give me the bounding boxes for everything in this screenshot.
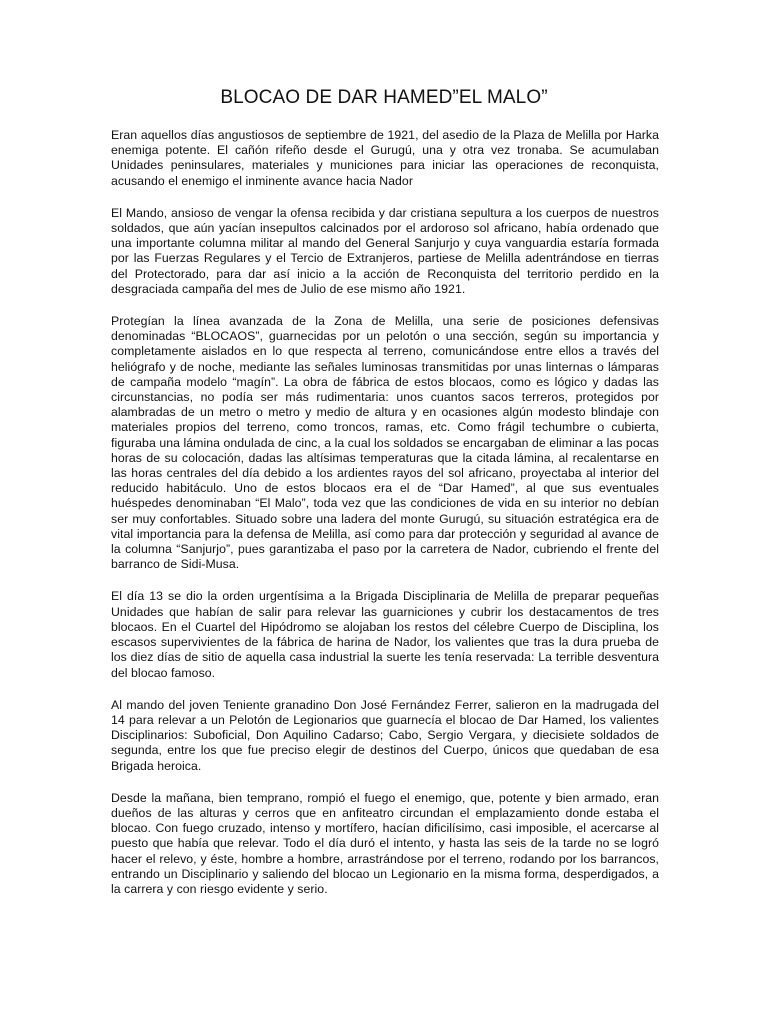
document-title: BLOCAO DE DAR HAMED”EL MALO” [220, 87, 548, 108]
paragraph-4: El día 13 se dio la orden urgentísima a la Brigada Disciplinaria de Melilla de preparar pequeñas Unidades que habían de salir para relevar las guarniciones y cubrir los destacamentos de tres blocaos. En el Cuartel del Hipódromo se alojaban los restos del célebre Cuerpo de Disciplina, los escasos supervivientes de la fábrica de harina de Nador, los valientes que tras la dura prueba de los diez días de sitio de aquella casa industrial la suerte les tenía reservada: La terrible desventura del blocao famoso. [111, 589, 659, 680]
paragraph-1: Eran aquellos días angustiosos de septiembre de 1921, del asedio de la Plaza de Melilla por Harka enemiga potente. El cañón rifeño desde el Gurugú, una y otra vez tronaba. Se acumulaban Unidades peninsulares, materiales y municiones para iniciar las operaciones de reconquista, acusando el enemigo el inminente avance hacia Nador [111, 128, 659, 188]
paragraph-2: El Mando, ansioso de vengar la ofensa recibida y dar cristiana sepultura a los cuerpos de nuestros soldados, que aún yacían insepultos calcinados por el ardoroso sol africano, había ordenado que una importante columna militar al mando del General Sanjurjo y cuya vanguardia estaría formada por las Fuerzas Regulares y el Tercio de Extranjeros, partiese de Melilla adentrándose en tierras del Protectorado, para dar así inicio a la acción de Reconquista del territorio perdido en la desgraciada campaña del mes de Julio de ese mismo año 1921. [111, 205, 659, 296]
paragraph-3: Protegían la línea avanzada de la Zona de Melilla, una serie de posiciones defensivas denominadas “BLOCAOS”, guarnecidas por un pelotón o una sección, según su importancia y completamente aislados en lo que respecta al terreno, comunicándose entre ellos a través del heliógrafo y de noche, mediante las señales luminosas transmitidas por unas linternas o lámparas de campaña modelo “magín”. La obra de fábrica de estos blocaos, como es lógico y dadas las circunstancias, no podía ser más rudimentaria: unos cuantos sacos terreros, protegidos por alambradas de un metro o metro y medio de altura y en ocasiones algún modesto blindaje con materiales propios del terreno, como troncos, ramas, etc. Como frágil techumbre o cubierta, figuraba una lámina ondulada de cinc, a la cual los soldados se encargaban de eliminar a las pocas horas de su colocación, dadas las altísimas temperaturas que la citada lámina, al recalentarse en las horas centrales del día debido a los ardientes rayos del sol africano, proyectaba al interior del reducido habitáculo. Uno de estos blocaos era el de “Dar Hamed”, al que sus eventuales huéspedes denominaban “El Malo”, toda vez que las condiciones de vida en su interior no debían ser muy confortables. Situado sobre una ladera del monte Gurugú, su situación estratégica era de vital importancia para la defensa de Melilla, así como para dar protección y seguridad al avance de la columna “Sanjurjo”, pues garantizaba el paso por la carretera de Nador, cubriendo el frente del barranco de Sidi-Musa. [111, 314, 659, 572]
document-body [111, 128, 659, 914]
paragraph-5: Al mando del joven Teniente granadino Don José Fernández Ferrer, salieron en la madrugada del 14 para relevar a un Pelotón de Legionarios que guarnecía el blocao de Dar Hamed, los valientes Disciplinarios: Suboficial, Don Aquilino Cadarso; Cabo, Sergio Vergara, y diecisiete soldados de segunda, entre los que fue preciso elegir de destinos del Cuerpo, únicos que quedaban de esa Brigada heroica. [111, 697, 659, 773]
paragraph-6: Desde la mañana, bien temprano, rompió el fuego el enemigo, que, potente y bien armado, eran dueños de las alturas y cerros que en anfiteatro circundan el emplazamiento donde estaba el blocao. Con fuego cruzado, intenso y mortífero, hacían dificilísimo, casi imposible, el acercarse al puesto que había que relevar. Todo el día duró el intento, y hasta las seis de la tarde no se logró hacer el relevo, y éste, hombre a hombre, arrastrándose por el terreno, rodando por los barrancos, entrando un Disciplinario y saliendo del blocao un Legionario en la misma forma, desperdigados, a la carrera y con riesgo evidente y serio. [111, 790, 659, 896]
